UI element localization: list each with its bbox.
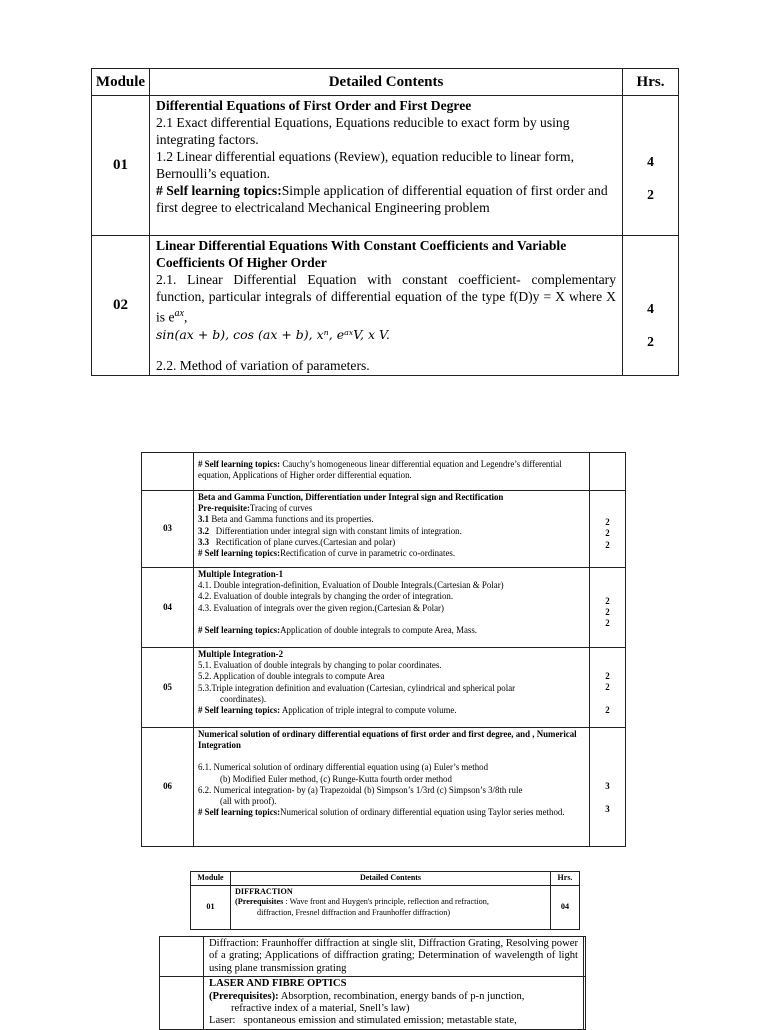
topic-line: 5.1. Evaluation of double integrals by changing to polar coordinates. bbox=[198, 660, 442, 671]
hours-cell bbox=[623, 96, 679, 236]
module-contents bbox=[204, 977, 584, 1030]
module-header: Module bbox=[92, 69, 150, 96]
prerequisite bbox=[235, 897, 546, 908]
topic-text: Differentiation under integral sign with constant limits of integration. bbox=[209, 525, 462, 536]
table-row bbox=[142, 648, 626, 728]
self-learning-text: Application of double integrals to compute Area, Mass. bbox=[280, 624, 478, 635]
topic-number: 3.1 bbox=[198, 514, 210, 525]
hours-value: 4 bbox=[647, 301, 654, 317]
topic-line: (b) Modified Euler method, (c) Runge-Kutta fourth order method bbox=[220, 773, 452, 784]
table-row bbox=[160, 937, 586, 977]
syllabus-table-4 bbox=[159, 936, 586, 1030]
hours-value: 04 bbox=[551, 885, 580, 929]
table-row bbox=[142, 491, 626, 568]
module-contents bbox=[194, 568, 590, 648]
self-learning-text: Cauchy’s homogeneous linear differential equation and Legendre’s differential equation, Applications of Higher order differential equation. bbox=[198, 459, 562, 481]
table-header-row bbox=[191, 872, 580, 886]
prerequisite bbox=[198, 503, 585, 514]
table-row bbox=[142, 453, 626, 491]
topic-line: 4.2. Evaluation of double integrals by changing the order of integration. bbox=[198, 591, 454, 602]
hrs-header: Hrs. bbox=[623, 69, 679, 96]
self-learning-label: # Self learning topics: bbox=[198, 548, 281, 559]
hours-cell bbox=[623, 236, 679, 376]
hours-value: 3 bbox=[605, 781, 610, 792]
hours-cell bbox=[590, 453, 626, 491]
self-learning-label: # Self learning topics: bbox=[198, 705, 281, 716]
self-learning-label: # Self learning topics: bbox=[198, 624, 281, 635]
self-learning bbox=[198, 625, 585, 636]
module-title: Numerical solution of ordinary differential equations of first order and first degree, and , Numerical Integration bbox=[198, 729, 577, 751]
topic-formula: sin(ax + b), cos (ax + b), xⁿ, eᵃˣV, x V. bbox=[156, 326, 390, 342]
topic-line: (all with proof). bbox=[220, 796, 277, 807]
hours-value: 2 bbox=[647, 186, 654, 202]
prerequisite-text: : Wave front and Huygen's principle, reflection and refraction, bbox=[283, 897, 489, 906]
hours-cell bbox=[590, 491, 626, 568]
hours-value: 2 bbox=[605, 682, 610, 693]
contents-header: Detailed Contents bbox=[150, 69, 623, 96]
prerequisite-label: (Prerequisites bbox=[235, 897, 284, 906]
module-title: Multiple Integration-2 bbox=[198, 649, 284, 659]
module-number bbox=[160, 937, 204, 977]
module-number: 01 bbox=[191, 885, 231, 929]
table-row bbox=[142, 728, 626, 847]
prerequisite-text: Tracing of curves bbox=[249, 503, 313, 514]
exponent: ax bbox=[174, 308, 184, 319]
topic-line: coordinates). bbox=[220, 693, 267, 704]
hours-cell bbox=[590, 728, 626, 847]
hours-cell bbox=[584, 977, 586, 1030]
module-contents bbox=[194, 491, 590, 568]
topic-number: 3.2 bbox=[198, 525, 210, 536]
topic-line: 5.3.Triple integration definition and evaluation (Cartesian, cylindrical and spherical polar bbox=[198, 682, 516, 693]
hours-value: 2 bbox=[605, 528, 610, 539]
module-number: 03 bbox=[142, 491, 194, 568]
table-row bbox=[191, 885, 580, 929]
hours-value: 2 bbox=[605, 618, 610, 629]
topic-text: Rectification of plane curves.(Cartesian and polar) bbox=[209, 536, 396, 547]
self-learning-label: # Self learning topics: bbox=[198, 459, 281, 469]
self-learning bbox=[198, 807, 585, 818]
topic-line: 2.1 Exact differential Equations, Equations reducible to exact form by using integrating factors. bbox=[156, 115, 570, 147]
module-contents bbox=[194, 728, 590, 847]
module-number: 05 bbox=[142, 648, 194, 728]
hours-cell bbox=[590, 568, 626, 648]
table-row bbox=[92, 236, 679, 376]
module-header: Module bbox=[191, 872, 231, 886]
prerequisite-continued: diffraction, Fresnel diffraction and Fraunhoffer diffraction) bbox=[257, 907, 451, 917]
module-contents: Diffraction: Fraunhoffer diffraction at single slit, Diffraction Grating, Resolving power of a grating; Applications of diffraction grating; Determination of wavelength of light using plane transmission grating bbox=[204, 937, 584, 977]
module-title: Multiple Integration-1 bbox=[198, 569, 284, 579]
self-learning-text: Numerical solution of ordinary differential equation using Taylor series method. bbox=[280, 807, 565, 818]
module-title: Linear Differential Equations With Constant Coefficients and Variable Coefficients Of Higher Order bbox=[156, 238, 567, 270]
module-number bbox=[160, 977, 204, 1030]
hours-value: 2 bbox=[605, 671, 610, 682]
self-learning-text: Rectification of curve in parametric co-ordinates. bbox=[280, 548, 456, 559]
module-number: 02 bbox=[92, 236, 150, 376]
contents-header: Detailed Contents bbox=[231, 872, 551, 886]
module-contents bbox=[231, 885, 551, 929]
topic-line: 2.2. Method of variation of parameters. bbox=[156, 357, 370, 373]
syllabus-table-1 bbox=[91, 68, 679, 376]
topic-line: 5.2. Application of double integrals to compute Area bbox=[198, 671, 385, 682]
hours-value: 2 bbox=[647, 334, 654, 350]
self-learning-label: # Self learning topics: bbox=[198, 807, 281, 818]
self-learning bbox=[198, 459, 585, 481]
hours-value: 2 bbox=[605, 704, 610, 715]
prerequisite-text: Absorption, recombination, energy bands of p-n junction, bbox=[278, 990, 525, 1002]
self-learning-text: Simple application of differential equation of first order and first degree to electricaland Mechanical Engineering problem bbox=[156, 183, 608, 215]
table-row bbox=[160, 977, 586, 1030]
module-number: 01 bbox=[92, 96, 150, 236]
topic-line bbox=[156, 271, 616, 326]
topic-text: 2.1. Linear Differential Equation with constant coefficient- complementary function, particular integrals of differential equation of the type f(D)y = X where X is e bbox=[156, 272, 616, 325]
self-learning bbox=[198, 548, 585, 559]
module-title: DIFFRACTION bbox=[235, 886, 293, 896]
topic-line: 4.3. Evaluation of integrals over the given region.(Cartesian & Polar) bbox=[198, 602, 444, 613]
hours-value: 3 bbox=[605, 803, 610, 814]
self-learning bbox=[198, 705, 585, 716]
syllabus-table-3 bbox=[190, 871, 580, 930]
prerequisite bbox=[209, 991, 578, 1003]
module-contents bbox=[194, 648, 590, 728]
hours-value: 2 bbox=[605, 606, 610, 617]
hours-value: 4 bbox=[647, 153, 654, 169]
hours-value: 2 bbox=[605, 595, 610, 606]
topic-line bbox=[198, 526, 585, 537]
module-contents bbox=[150, 96, 623, 236]
topic-line: 6.2. Numerical integration- by (a) Trapezoidal (b) Simpson’s 1/3rd (c) Simpson’s 3/8th rule bbox=[198, 784, 523, 795]
module-number: 04 bbox=[142, 568, 194, 648]
topic-line: Laser: spontaneous emission and stimulated emission; metastable state, bbox=[209, 1015, 517, 1027]
syllabus-table-2 bbox=[141, 452, 626, 847]
topic-line bbox=[198, 514, 585, 525]
module-number: 06 bbox=[142, 728, 194, 847]
module-title: Differential Equations of First Order and First Degree bbox=[156, 98, 472, 113]
hrs-header: Hrs. bbox=[551, 872, 580, 886]
topic-line: 6.1. Numerical solution of ordinary differential equation using (a) Euler’s method bbox=[198, 762, 489, 773]
module-title: Beta and Gamma Function, Differentiation under Integral sign and Rectification bbox=[198, 492, 504, 502]
module-title: LASER AND FIBRE OPTICS bbox=[209, 978, 347, 990]
table-header-row bbox=[92, 69, 679, 96]
topic-text-end: , bbox=[183, 309, 188, 325]
self-learning-text: Application of triple integral to compute volume. bbox=[280, 705, 457, 716]
topic-line: 1.2 Linear differential equations (Review), equation reducible to linear form, Bernoulli’s equation. bbox=[156, 149, 574, 181]
table-row bbox=[92, 96, 679, 236]
table-row bbox=[142, 568, 626, 648]
hours-value: 2 bbox=[605, 517, 610, 528]
hours-cell bbox=[584, 937, 586, 977]
module-contents bbox=[150, 236, 623, 376]
module-number bbox=[142, 453, 194, 491]
prerequisite-label: Pre-requisite: bbox=[198, 503, 250, 514]
topic-line: 4.1. Double integration-definition, Evaluation of Double Integrals.(Cartesian & Polar) bbox=[198, 580, 504, 591]
hours-cell bbox=[590, 648, 626, 728]
prerequisite-label: (Prerequisites): bbox=[209, 990, 279, 1002]
topic-line bbox=[198, 537, 585, 548]
hours-value: 2 bbox=[605, 539, 610, 550]
module-contents bbox=[194, 453, 590, 491]
self-learning bbox=[156, 182, 616, 216]
topic-text: Beta and Gamma functions and its properties. bbox=[209, 514, 374, 525]
prerequisite-continued: refractive index of a material, Snell’s law) bbox=[231, 1003, 410, 1015]
self-learning-label: # Self learning topics: bbox=[156, 183, 282, 198]
topic-number: 3.3 bbox=[198, 536, 210, 547]
